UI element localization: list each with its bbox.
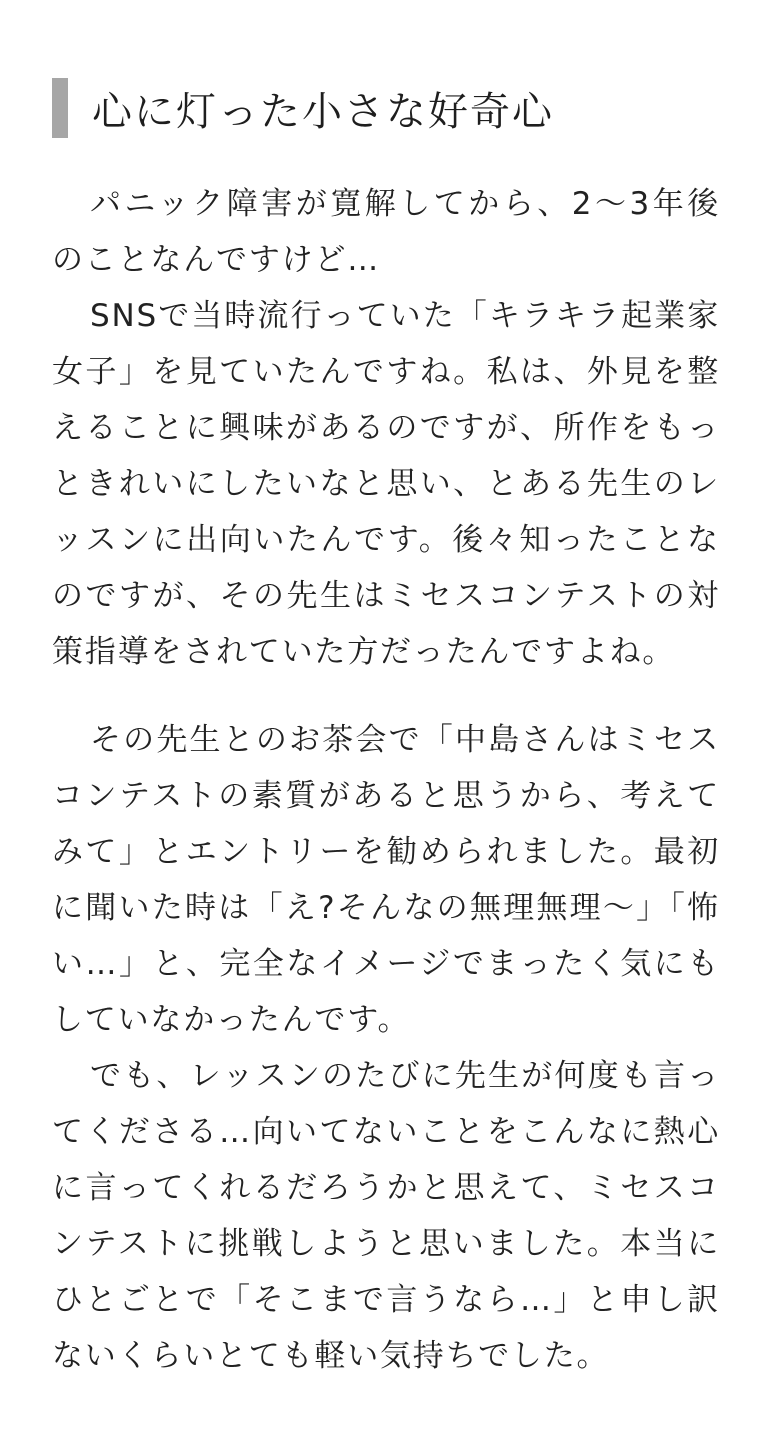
article-body — [52, 176, 720, 1384]
paragraph-1: パニック障害が寛解してから、2〜3年後のことなんですけど… — [52, 186, 720, 278]
paragraph-2: SNSで当時流行っていた「キラキラ起業家女子」を見ていたんですね。私は、外見を整えることに興味があるのですが、所作をもっときれいにしたいなと思い、とある先生のレッスンに出向いたんです。後々知ったことなのですが、その先生はミセスコンテストの対策指導をされていた方だったんですよね。 — [52, 298, 720, 670]
section-heading — [52, 78, 554, 138]
heading-accent-bar — [52, 78, 68, 138]
paragraph-4: でも、レッスンのたびに先生が何度も言ってくださる…向いてないことをこんなに熱心に言ってくれるだろうかと思えて、ミセスコンテストに挑戦しようと思いました。本当にひとごとで「そこまで言うなら…」と申し訳ないくらいとても軽い気持ちでした。 — [52, 1058, 720, 1374]
paragraph-3: その先生とのお茶会で「中島さんはミセスコンテストの素質があると思うから、考えてみて」とエントリーを勧められました。最初に聞いた時は「え?そんなの無理無理〜」「怖い…」と、完全なイメージでまったく気にもしていなかったんです。 — [52, 722, 720, 1038]
heading-title: 心に灯った小さな好奇心 — [92, 88, 554, 135]
